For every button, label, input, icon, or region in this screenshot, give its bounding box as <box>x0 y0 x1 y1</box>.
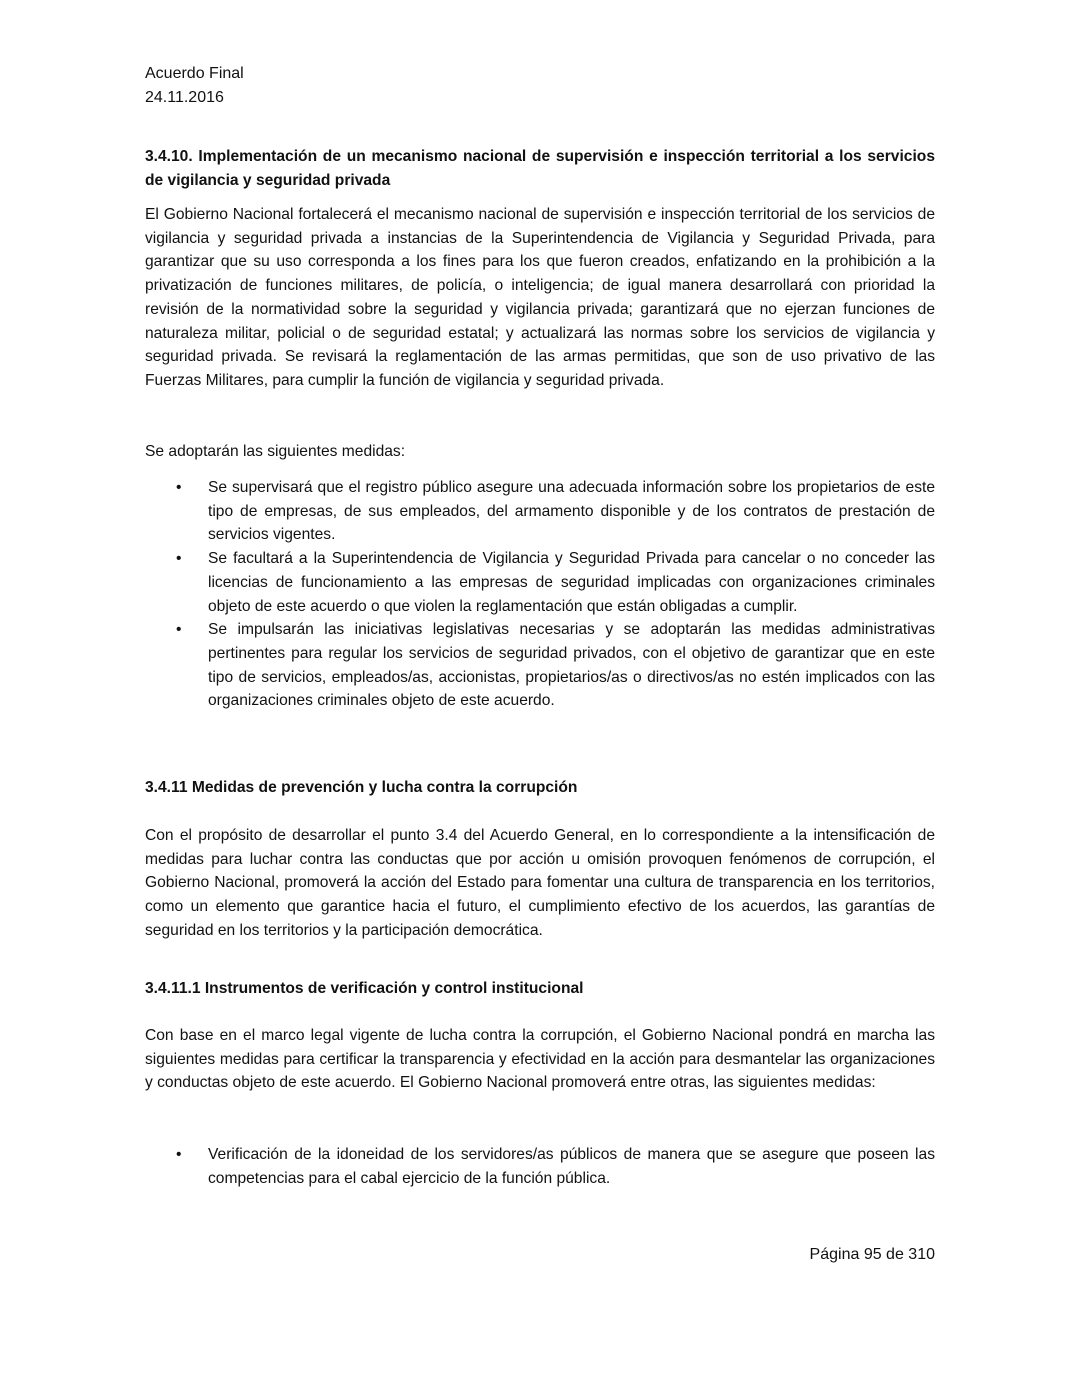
page-number: Página 95 de 310 <box>809 1246 935 1263</box>
section-paragraph: Con el propósito de desarrollar el punto 3.4 del Acuerdo General, en lo correspondiente a la intensificación de medidas para luchar contra las conductas que por acción u omisión provoquen fenómenos de corrupción, el Gobierno Nacional, promoverá la acción del Estado para fomentar una cultura de transparencia en los territorios, como un elemento que garantice hacia el futuro, el cumplimiento efectivo de los acuerdos, las garantías de seguridad en los territorios y la participación democrática. <box>145 827 935 939</box>
section-paragraph: El Gobierno Nacional fortalecerá el mecanismo nacional de supervisión e inspección territorial de los servicios de vigilancia y seguridad privada a instancias de la Superintendencia de Vigilancia y Seguridad Privada, para garantizar que su uso corresponda a los fines para los que fueron creados, enfatizando en la prohibición a la privatización de funciones militares, de policía, o inteligencia; de igual manera desarrollará con prioridad la revisión de la normatividad sobre la seguridad y vigilancia privada; garantizará que no ejerzan funciones de naturaleza militar, policial o de seguridad estatal; y actualizará las normas sobre los servicios de vigilancia y seguridad privada. Se revisará la reglamentación de las armas permitidas, que son de uso privativo de las Fuerzas Militares, para cumplir la función de vigilancia y seguridad privada. <box>145 206 935 389</box>
list-item: • Se impulsarán las iniciativas legislativas necesarias y se adoptarán las medidas administrativas pertinentes para regular los servicios de seguridad privados, con el objetivo de garantizar que en este tipo de servicios, empleados/as, accionistas, propietarios/as o directivos/as no estén implicados con las organizaciones criminales objeto de este acuerdo. <box>145 618 935 713</box>
section-paragraph: Con base en el marco legal vigente de lucha contra la corrupción, el Gobierno Nacional pondrá en marcha las siguientes medidas para certificar la transparencia y efectividad en la acción para desmantelar las organizaciones y conductas objeto de este acuerdo. El Gobierno Nacional promoverá entre otras, las siguientes medidas: <box>145 1027 935 1092</box>
section-heading-3-4-11-1: 3.4.11.1 Instrumentos de verificación y control institucional <box>145 980 584 997</box>
measures-intro: Se adoptarán las siguientes medidas: <box>145 443 406 460</box>
list-item: • Se supervisará que el registro público asegure una adecuada información sobre los propietarios de este tipo de empresas, de sus empleados, del armamento disponible y de los contratos de prestación de servicios vigentes. <box>145 476 935 547</box>
section-heading-3-4-10: 3.4.10. Implementación de un mecanismo nacional de supervisión e inspección territorial a los servicios de vigilancia y seguridad privada <box>145 148 935 189</box>
measures-list <box>145 476 935 713</box>
document-header-date: 24.11.2016 <box>145 89 224 106</box>
measures-list <box>145 1143 935 1190</box>
document-header-title: Acuerdo Final <box>145 65 244 82</box>
list-item: • Se facultará a la Superintendencia de Vigilancia y Seguridad Privada para cancelar o no conceder las licencias de funcionamiento a las empresas de seguridad implicadas con organizaciones criminales objeto de este acuerdo o que violen la reglamentación que están obligadas a cumplir. <box>145 547 935 618</box>
section-heading-3-4-11: 3.4.11 Medidas de prevención y lucha contra la corrupción <box>145 779 578 796</box>
list-item: • Verificación de la idoneidad de los servidores/as públicos de manera que se asegure que poseen las competencias para el cabal ejercicio de la función pública. <box>145 1143 935 1190</box>
